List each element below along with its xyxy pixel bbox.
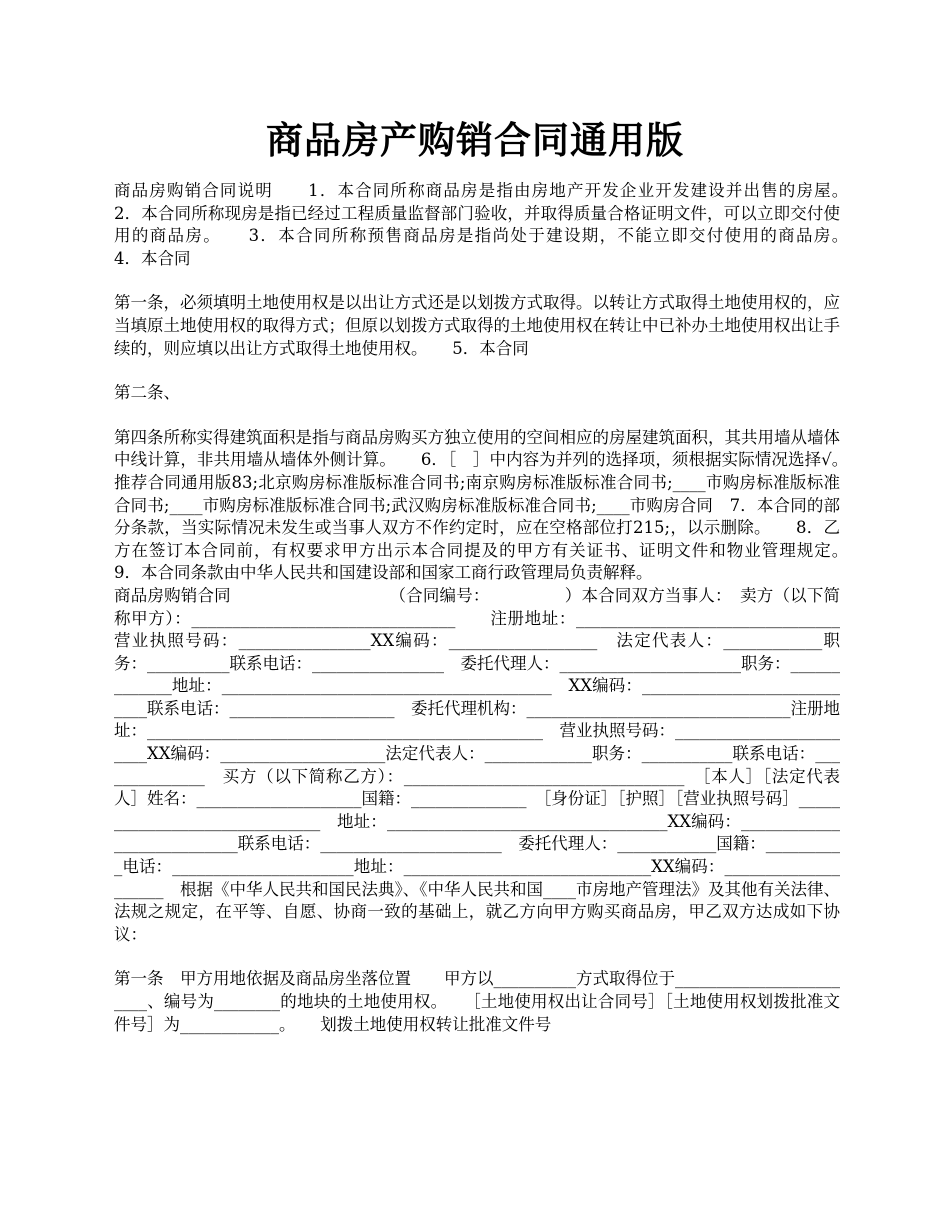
paragraph-article-one-note: 第一条，必须填明土地使用权是以出让方式还是以划拨方式取得。以转让方式取得土地使用权的，应当填原土地使用权的取得方式；但原以划拨方式取得的土地使用权在转让中已补办土地使用权出让手续的，则应填以出让方式取得土地使用权。 5．本合同 [114, 293, 840, 358]
paragraph-article-four-note: 第四条所称实得建筑面积是指与商品房购买方独立使用的空间相应的房屋建筑面积，其共用墙从墙体中线计算，非共用墙从墙体外侧计算。 6．［ ］中内容为并列的选择项，须根据实际情况选择√。 推荐合同通用版83;北京购房标准版标准合同书;南京购房标准版标准合同书;____市购房标准版标准合同书;____市购房标准版标准合同书;武汉购房标准版标准合同书;____市购房合同 7．本合同的部分条款，当实际情况未发生或当事人双方不作约定时，应在空格部位打215;，以示删除。 8．乙方在签订本合同前，有权要求甲方出示本合同提及的甲方有关证书、证明文件和物业管理规定。 9．本合同条款由中华人民共和国建设部和国家工商行政管理局负责解释。 [114, 427, 873, 583]
paragraph-article-one: 第一条 甲方用地依据及商品房坐落位置 甲方以__________方式取得位于________________________、编号为________的地块的土地使用权。 ［土地使用权出让合同号］［土地使用权划拨批准文件号］为____________。 划拨土地使用权转让批准文件号 [114, 969, 840, 1034]
paragraph-parties: 商品房购销合同 （合同编号： ）本合同双方当事人： 卖方（以下简称甲方）：________________________________ 注册地址：________________________________ 营业执照号码：________________XX编码：__________________ 法定代表人：____________职务：__________联系电话：________________ 委托代理人：______________________职务：_____________地址：________________________________________ XX编码：____________________________联系电话：____________________ 委托代理机构：________________________________注册地址：________________________________________________ 营业执照号码：________________________XX编码：____________________法定代表人：_____________职务：___________联系电话：______________ 买方（以下简称乙方）：__________________________________ ［本人］［法定代表人］姓名：____________________国籍：______________ ［身份证］［护照］［营业执照号码］______________________________ 地址：__________________________________XX编码：___________________________联系电话：______________________ 委托代理人：____________国籍：__________电话：______________________地址：______________________________XX编码：____________________ 根据《中华人民共和国民法典》、《中华人民共和国____市房地产管理法》及其他有关法律、法规之规定，在平等、自愿、协商一致的基础上，就乙方向甲方购买商品房，甲乙双方达成如下协议： [114, 585, 857, 944]
document-body [114, 180, 873, 1058]
document-title: 商品房产购销合同通用版 [266, 118, 684, 162]
paragraph-instructions: 商品房购销合同说明 1．本合同所称商品房是指由房地产开发企业开发建设并出售的房屋。 2．本合同所称现房是指已经过工程质量监督部门验收，并取得质量合格证明文件，可以立即交付使用的商品房。 3．本合同所称预售商品房是指尚处于建设期，不能立即交付使用的商品房。 4．本合同 [114, 181, 873, 268]
paragraph-article-two: 第二条、 [114, 383, 180, 403]
